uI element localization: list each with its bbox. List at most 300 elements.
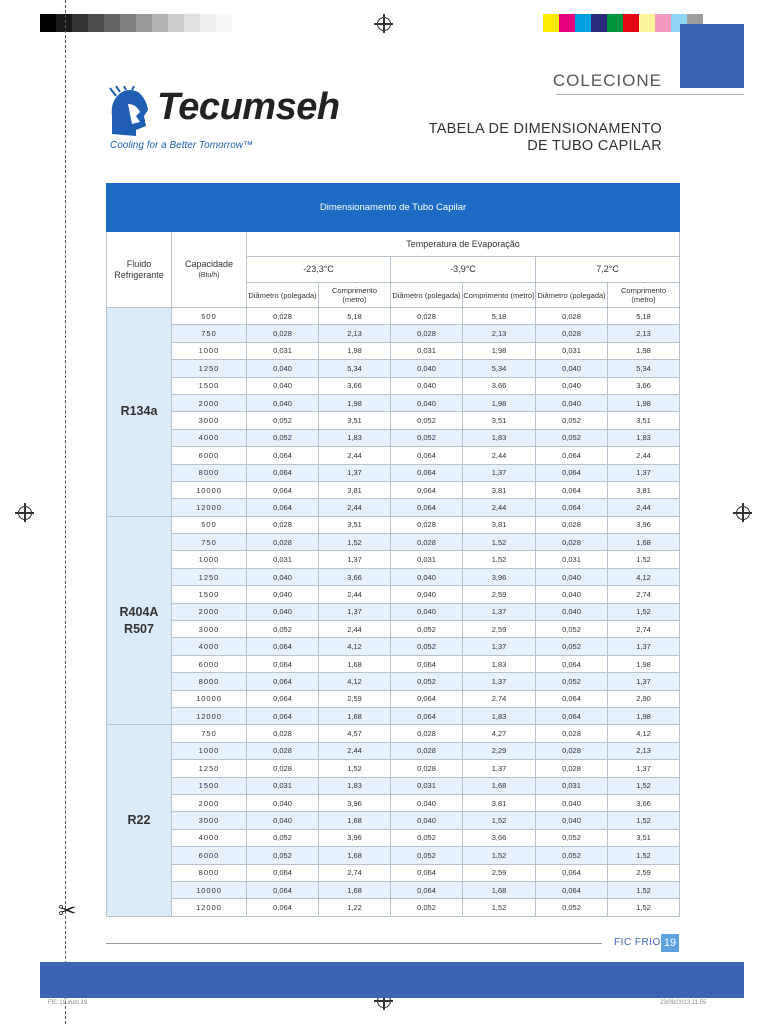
- diameter-cell: 0,064: [391, 481, 463, 498]
- capacity-cell: 1000: [172, 742, 247, 759]
- diameter-cell: 0,028: [247, 516, 319, 533]
- length-cell: 3,51: [608, 829, 680, 846]
- table-row: [107, 829, 680, 846]
- capacity-cell: 10000: [172, 690, 247, 707]
- diameter-cell: 0,064: [247, 464, 319, 481]
- length-cell: 1,22: [319, 899, 391, 916]
- length-cell: 2,13: [608, 742, 680, 759]
- diameter-cell: 0,052: [536, 412, 608, 429]
- capacity-cell: 12000: [172, 899, 247, 916]
- diameter-cell: 0,031: [391, 551, 463, 568]
- length-cell: 1,37: [463, 760, 536, 777]
- length-cell: 1,68: [319, 655, 391, 672]
- capacity-cell: 2000: [172, 603, 247, 620]
- length-cell: 1,98: [608, 655, 680, 672]
- footer-rule: [106, 943, 602, 944]
- diameter-cell: 0,031: [247, 777, 319, 794]
- length-cell: 1,37: [319, 464, 391, 481]
- table-row: [107, 777, 680, 794]
- length-cell: 2,74: [463, 690, 536, 707]
- length-cell: 1,52: [608, 899, 680, 916]
- table-row: [107, 412, 680, 429]
- length-cell: 1,37: [608, 673, 680, 690]
- length-cell: 2,13: [608, 325, 680, 342]
- length-cell: 2,44: [319, 621, 391, 638]
- table-row: [107, 725, 680, 742]
- length-cell: 3,81: [463, 794, 536, 811]
- length-cell: 4,12: [319, 673, 391, 690]
- diameter-cell: 0,040: [391, 586, 463, 603]
- table-row: [107, 342, 680, 359]
- length-cell: 2,59: [463, 864, 536, 881]
- diameter-cell: 0,040: [247, 394, 319, 411]
- table-row: [107, 742, 680, 759]
- diameter-cell: 0,052: [391, 673, 463, 690]
- length-cell: 4,12: [319, 638, 391, 655]
- length-cell: 1,83: [319, 429, 391, 446]
- diameter-cell: 0,040: [391, 794, 463, 811]
- capacity-cell: 750: [172, 725, 247, 742]
- diameter-cell: 0,040: [247, 568, 319, 585]
- diameter-cell: 0,064: [536, 707, 608, 724]
- capacity-cell: 8000: [172, 864, 247, 881]
- capacity-cell: 750: [172, 534, 247, 551]
- diameter-cell: 0,052: [536, 621, 608, 638]
- length-cell: 3,51: [608, 412, 680, 429]
- length-cell: 1,83: [463, 655, 536, 672]
- diameter-cell: 0,064: [536, 864, 608, 881]
- table-row: [107, 377, 680, 394]
- diameter-cell: 0,040: [247, 360, 319, 377]
- capacity-cell: 500: [172, 516, 247, 533]
- length-cell: 2,74: [608, 621, 680, 638]
- length-cell: 1,37: [463, 638, 536, 655]
- table-row: [107, 534, 680, 551]
- length-cell: 1,52: [608, 847, 680, 864]
- length-cell: 4,12: [608, 568, 680, 585]
- subheader-length: Comprimento (metro): [608, 283, 680, 308]
- length-cell: 2,44: [463, 447, 536, 464]
- diameter-cell: 0,028: [391, 308, 463, 325]
- length-cell: 5,18: [608, 308, 680, 325]
- length-cell: 2,59: [319, 690, 391, 707]
- temperature-group-header: Temperatura de Evaporação: [247, 232, 680, 257]
- capacity-cell: 2000: [172, 794, 247, 811]
- header-rule: [556, 94, 744, 95]
- diameter-cell: 0,052: [391, 429, 463, 446]
- table-row: [107, 881, 680, 898]
- temp-header-2: -3,9°C: [391, 257, 536, 283]
- table-row: [107, 429, 680, 446]
- capacity-cell: 3000: [172, 812, 247, 829]
- length-cell: 1,52: [319, 534, 391, 551]
- diameter-cell: 0,031: [536, 342, 608, 359]
- capacity-cell: 1500: [172, 586, 247, 603]
- diameter-cell: 0,040: [247, 603, 319, 620]
- diameter-cell: 0,064: [391, 707, 463, 724]
- diameter-cell: 0,064: [536, 499, 608, 516]
- diameter-cell: 0,064: [247, 881, 319, 898]
- length-cell: 1,98: [319, 342, 391, 359]
- diameter-cell: 0,064: [536, 481, 608, 498]
- diameter-cell: 0,052: [391, 829, 463, 846]
- diameter-cell: 0,052: [391, 847, 463, 864]
- registration-mark-icon: [736, 506, 750, 520]
- table-row: [107, 655, 680, 672]
- diameter-cell: 0,064: [391, 447, 463, 464]
- capacity-cell: 1250: [172, 760, 247, 777]
- diameter-cell: 0,064: [247, 690, 319, 707]
- diameter-cell: 0,031: [536, 777, 608, 794]
- length-cell: 3,66: [463, 377, 536, 394]
- diameter-cell: 0,028: [536, 534, 608, 551]
- length-cell: 1,83: [463, 429, 536, 446]
- capacity-cell: 12000: [172, 707, 247, 724]
- length-cell: 2,44: [608, 499, 680, 516]
- table-row: [107, 707, 680, 724]
- diameter-cell: 0,064: [247, 673, 319, 690]
- length-cell: 2,74: [319, 864, 391, 881]
- capacity-cell: 10000: [172, 481, 247, 498]
- diameter-cell: 0,052: [391, 638, 463, 655]
- length-cell: 1,37: [463, 673, 536, 690]
- length-cell: 2,44: [319, 447, 391, 464]
- length-cell: 5,18: [319, 308, 391, 325]
- diameter-cell: 0,052: [536, 673, 608, 690]
- capacity-cell: 6000: [172, 847, 247, 864]
- length-cell: 2,59: [608, 864, 680, 881]
- length-cell: 3,96: [608, 516, 680, 533]
- capacity-cell: 4000: [172, 638, 247, 655]
- capacity-cell: 1000: [172, 342, 247, 359]
- length-cell: 2,59: [463, 621, 536, 638]
- diameter-cell: 0,028: [247, 725, 319, 742]
- length-cell: 2,74: [608, 586, 680, 603]
- table-row: [107, 516, 680, 533]
- table-row: [107, 464, 680, 481]
- length-cell: 4,27: [463, 725, 536, 742]
- diameter-cell: 0,028: [536, 325, 608, 342]
- page-title-line1: TABELA DE DIMENSIONAMENTO: [428, 121, 662, 137]
- capacity-cell: 6000: [172, 447, 247, 464]
- diameter-cell: 0,031: [247, 551, 319, 568]
- page-number: 19: [661, 934, 679, 952]
- length-cell: 3,66: [463, 829, 536, 846]
- subheader-length: Comprimento (metro): [463, 283, 536, 308]
- diameter-cell: 0,028: [247, 742, 319, 759]
- diameter-cell: 0,028: [391, 725, 463, 742]
- diameter-cell: 0,064: [536, 655, 608, 672]
- diameter-cell: 0,052: [391, 621, 463, 638]
- capacity-cell: 1250: [172, 360, 247, 377]
- temp-header-1: -23,3°C: [247, 257, 391, 283]
- table-row: [107, 690, 680, 707]
- diameter-cell: 0,052: [391, 899, 463, 916]
- capacity-cell: 8000: [172, 464, 247, 481]
- table-row: [107, 794, 680, 811]
- length-cell: 1,37: [608, 464, 680, 481]
- diameter-cell: 0,040: [247, 377, 319, 394]
- capacity-cell: 500: [172, 308, 247, 325]
- capacity-cell: 2000: [172, 394, 247, 411]
- chief-head-logo-icon: [106, 86, 154, 138]
- length-cell: 1,83: [319, 777, 391, 794]
- column-header-fluid: Fluido Refrigerante: [107, 232, 172, 308]
- fluid-cell: R404A R507: [107, 516, 172, 725]
- length-cell: 3,81: [463, 516, 536, 533]
- length-cell: 4,12: [608, 725, 680, 742]
- diameter-cell: 0,040: [536, 794, 608, 811]
- diameter-cell: 0,040: [536, 603, 608, 620]
- diameter-cell: 0,064: [391, 864, 463, 881]
- length-cell: 3,81: [319, 481, 391, 498]
- diameter-cell: 0,052: [536, 829, 608, 846]
- diameter-cell: 0,031: [247, 342, 319, 359]
- diameter-cell: 0,052: [536, 847, 608, 864]
- diameter-cell: 0,040: [391, 360, 463, 377]
- length-cell: 1,52: [608, 603, 680, 620]
- table-row: [107, 864, 680, 881]
- length-cell: 1,98: [608, 342, 680, 359]
- length-cell: 3,51: [463, 412, 536, 429]
- cut-guide-line: [65, 0, 66, 1024]
- length-cell: 3,81: [608, 481, 680, 498]
- table-title: Dimensionamento de Tubo Capilar: [107, 184, 680, 232]
- column-header-capacity: Capacidade (Btu/h): [172, 232, 247, 308]
- length-cell: 1,98: [463, 394, 536, 411]
- diameter-cell: 0,064: [391, 690, 463, 707]
- length-cell: 1,68: [463, 777, 536, 794]
- length-cell: 3,66: [319, 377, 391, 394]
- length-cell: 5,34: [463, 360, 536, 377]
- diameter-cell: 0,028: [391, 760, 463, 777]
- diameter-cell: 0,064: [391, 655, 463, 672]
- length-cell: 1,52: [463, 551, 536, 568]
- length-cell: 1,98: [608, 707, 680, 724]
- length-cell: 1,68: [319, 881, 391, 898]
- diameter-cell: 0,040: [536, 568, 608, 585]
- diameter-cell: 0,064: [391, 464, 463, 481]
- length-cell: 1,98: [319, 394, 391, 411]
- diameter-cell: 0,028: [536, 516, 608, 533]
- length-cell: 1,98: [463, 342, 536, 359]
- diameter-cell: 0,028: [247, 325, 319, 342]
- capacity-cell: 3000: [172, 412, 247, 429]
- length-cell: 2,13: [463, 325, 536, 342]
- diameter-cell: 0,052: [247, 829, 319, 846]
- fluid-cell: R22: [107, 725, 172, 916]
- capacity-cell: 1500: [172, 777, 247, 794]
- table-row: [107, 586, 680, 603]
- length-cell: 1,52: [608, 881, 680, 898]
- diameter-cell: 0,040: [391, 568, 463, 585]
- diameter-cell: 0,064: [391, 881, 463, 898]
- table-row: [107, 308, 680, 325]
- capacity-cell: 6000: [172, 655, 247, 672]
- length-cell: 2,44: [319, 586, 391, 603]
- table-row: [107, 481, 680, 498]
- subheader-diameter: Diâmetro (polegada): [536, 283, 608, 308]
- page-title: [429, 121, 662, 155]
- table-row: [107, 760, 680, 777]
- table-row: [107, 603, 680, 620]
- length-cell: 5,34: [319, 360, 391, 377]
- diameter-cell: 0,028: [247, 760, 319, 777]
- length-cell: 1,37: [463, 603, 536, 620]
- capacity-cell: 12000: [172, 499, 247, 516]
- length-cell: 1,37: [463, 464, 536, 481]
- diameter-cell: 0,052: [247, 412, 319, 429]
- diameter-cell: 0,028: [536, 308, 608, 325]
- diameter-cell: 0,040: [536, 586, 608, 603]
- capacity-cell: 750: [172, 325, 247, 342]
- subheader-diameter: Diâmetro (polegada): [247, 283, 319, 308]
- diameter-cell: 0,040: [536, 360, 608, 377]
- capacity-cell: 3000: [172, 621, 247, 638]
- capacity-cell: 4000: [172, 829, 247, 846]
- diameter-cell: 0,028: [536, 760, 608, 777]
- diameter-cell: 0,064: [536, 464, 608, 481]
- capacity-cell: 1500: [172, 377, 247, 394]
- diameter-cell: 0,064: [247, 899, 319, 916]
- table-row: [107, 673, 680, 690]
- diameter-cell: 0,040: [391, 394, 463, 411]
- diameter-cell: 0,064: [247, 447, 319, 464]
- length-cell: 1,68: [463, 881, 536, 898]
- diameter-cell: 0,028: [247, 534, 319, 551]
- length-cell: 3,66: [608, 377, 680, 394]
- diameter-cell: 0,052: [391, 412, 463, 429]
- collection-label: COLECIONE: [552, 71, 662, 90]
- diameter-cell: 0,064: [247, 655, 319, 672]
- table-row: [107, 638, 680, 655]
- diameter-cell: 0,064: [536, 447, 608, 464]
- diameter-cell: 0,040: [391, 377, 463, 394]
- length-cell: 5,34: [608, 360, 680, 377]
- length-cell: 1,68: [319, 812, 391, 829]
- diameter-cell: 0,064: [536, 690, 608, 707]
- capacity-cell: 1250: [172, 568, 247, 585]
- length-cell: 3,66: [608, 794, 680, 811]
- registration-mark-icon: [18, 506, 32, 520]
- length-cell: 2,44: [608, 447, 680, 464]
- table-row: [107, 847, 680, 864]
- table-row: [107, 360, 680, 377]
- diameter-cell: 0,040: [391, 603, 463, 620]
- diameter-cell: 0,052: [247, 621, 319, 638]
- length-cell: 1,52: [463, 847, 536, 864]
- page-title-line2: DE TUBO CAPILAR: [527, 138, 662, 154]
- table-row: [107, 568, 680, 585]
- capacity-cell: 4000: [172, 429, 247, 446]
- length-cell: 5,18: [463, 308, 536, 325]
- length-cell: 1,52: [608, 777, 680, 794]
- diameter-cell: 0,052: [536, 638, 608, 655]
- fluid-cell: R134a: [107, 308, 172, 517]
- length-cell: 2,44: [319, 499, 391, 516]
- table-row: [107, 621, 680, 638]
- capacity-cell: 1000: [172, 551, 247, 568]
- diameter-cell: 0,052: [536, 899, 608, 916]
- length-cell: 3,51: [319, 516, 391, 533]
- table-row: [107, 394, 680, 411]
- diameter-cell: 0,040: [536, 812, 608, 829]
- length-cell: 1,68: [319, 847, 391, 864]
- length-cell: 1,52: [608, 551, 680, 568]
- length-cell: 1,37: [608, 638, 680, 655]
- diameter-cell: 0,028: [536, 742, 608, 759]
- length-cell: 2,44: [319, 742, 391, 759]
- scissors-icon: ✂: [58, 898, 77, 923]
- brand-tagline: Cooling for a Better Tomorrow™: [110, 140, 254, 151]
- subheader-length: Comprimento (metro): [319, 283, 391, 308]
- collection-tab: [680, 24, 744, 88]
- diameter-cell: 0,064: [247, 499, 319, 516]
- table-row: [107, 499, 680, 516]
- length-cell: 1,52: [463, 534, 536, 551]
- length-cell: 2,59: [463, 586, 536, 603]
- slug-right: 23/09/2013 11:55: [660, 1000, 707, 1006]
- diameter-cell: 0,031: [391, 342, 463, 359]
- length-cell: 3,66: [319, 568, 391, 585]
- diameter-cell: 0,052: [536, 429, 608, 446]
- table-row: [107, 447, 680, 464]
- diameter-cell: 0,064: [247, 864, 319, 881]
- diameter-cell: 0,028: [391, 534, 463, 551]
- length-cell: 1,68: [608, 534, 680, 551]
- temp-header-3: 7,2°C: [536, 257, 680, 283]
- diameter-cell: 0,040: [391, 812, 463, 829]
- capacity-cell: 8000: [172, 673, 247, 690]
- diameter-cell: 0,040: [247, 586, 319, 603]
- length-cell: 1,83: [463, 707, 536, 724]
- brand-wordmark: Tecumseh: [157, 86, 340, 128]
- footer-section: FIC FRIO: [614, 937, 661, 948]
- diameter-cell: 0,028: [247, 308, 319, 325]
- diameter-cell: 0,028: [391, 742, 463, 759]
- diameter-cell: 0,064: [391, 499, 463, 516]
- diameter-cell: 0,040: [247, 812, 319, 829]
- table-row: [107, 325, 680, 342]
- diameter-cell: 0,040: [536, 377, 608, 394]
- diameter-cell: 0,031: [391, 777, 463, 794]
- table-row: [107, 899, 680, 916]
- diameter-cell: 0,040: [536, 394, 608, 411]
- diameter-cell: 0,064: [247, 707, 319, 724]
- diameter-cell: 0,028: [391, 325, 463, 342]
- length-cell: 3,51: [319, 412, 391, 429]
- grey-calibration-strip: [40, 14, 232, 32]
- slug-left: FIC 19.indd 19: [48, 1000, 88, 1006]
- length-cell: 1,52: [463, 899, 536, 916]
- length-cell: 3,96: [319, 794, 391, 811]
- diameter-cell: 0,028: [391, 516, 463, 533]
- diameter-cell: 0,064: [536, 881, 608, 898]
- capacity-cell: 10000: [172, 881, 247, 898]
- length-cell: 1,68: [319, 707, 391, 724]
- table-row: [107, 812, 680, 829]
- diameter-cell: 0,052: [247, 847, 319, 864]
- length-cell: 4,57: [319, 725, 391, 742]
- length-cell: 1,37: [319, 603, 391, 620]
- length-cell: 1,83: [608, 429, 680, 446]
- length-cell: 1,37: [608, 760, 680, 777]
- capillary-table: [106, 183, 679, 917]
- diameter-cell: 0,040: [247, 794, 319, 811]
- diameter-cell: 0,031: [536, 551, 608, 568]
- length-cell: 1,37: [319, 551, 391, 568]
- length-cell: 2,90: [608, 690, 680, 707]
